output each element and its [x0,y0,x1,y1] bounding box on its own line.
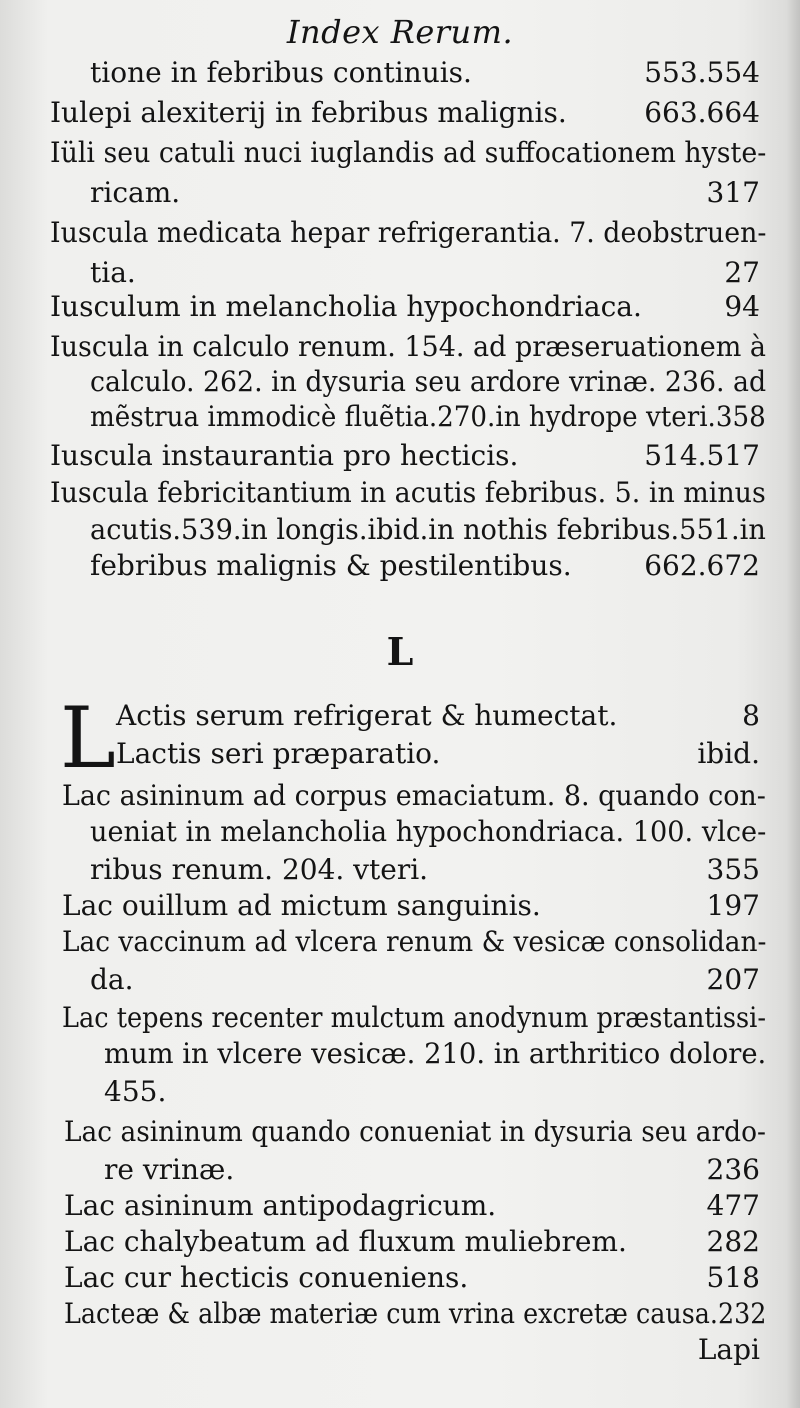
index-entry-text: Lac tepens recenter mulctum anodynum præstantissi- [62,1001,766,1034]
index-line [0,812,800,852]
index-line [0,473,800,513]
section-letter: L [386,629,414,674]
page-reference: 663.664 [644,96,760,129]
index-line [0,776,800,816]
index-entry-text: Lac vaccinum ad vlcera renum & vesicæ consolidan- [62,925,767,958]
page-reference: 477 [706,1189,760,1222]
index-line [0,173,800,213]
index-entry-text: Actis serum refrigerat & humectat. [116,699,618,732]
page-reference: 518 [706,1261,760,1294]
index-line [0,998,800,1038]
index-entry-text: tione in febribus continuis. [90,56,472,89]
index-line [0,1222,800,1262]
index-line [0,1150,800,1190]
index-entry-text: Lac chalybeatum ad fluxum muliebrem. [64,1225,627,1258]
index-entry-text: calculo. 262. in dysuria seu ardore vrinæ. 236. ad [90,365,767,398]
index-line [0,1034,800,1074]
page-reference: 355 [706,853,760,886]
index-line [0,546,800,586]
index-line [0,213,800,253]
index-line [0,1186,800,1226]
index-line [0,53,800,93]
index-line [0,1072,800,1112]
index-line [0,133,800,173]
index-entry-text: febribus malignis & pestilentibus. [90,549,572,582]
page-reference: 197 [706,889,760,922]
page-reference: 662.672 [644,549,760,582]
index-line [0,850,800,890]
index-entry-text: re vrinæ. [104,1153,235,1186]
index-entry-text: ricam. [90,176,181,209]
index-line [0,1258,800,1298]
catchword-line [0,1330,800,1370]
index-line [0,1112,800,1152]
index-entry-text: Iulepi alexiterij in febribus malignis. [50,96,567,129]
running-header: Index Rerum. [286,13,514,51]
index-entry-text: tia. [90,256,136,289]
page-reference: 282 [706,1225,760,1258]
index-entry-text: Lac asininum quando conueniat in dysuria seu ardo- [64,1115,766,1148]
page-reference: 8 [742,699,760,732]
drop-cap: L [60,689,116,787]
page-reference: ibid. [697,737,760,770]
index-line [0,696,800,736]
index-line [0,886,800,926]
page-reference: 207 [706,963,760,996]
index-entry-text: Lac asininum antipodagricum. [64,1189,497,1222]
index-line [0,327,800,367]
index-line [0,93,800,133]
index-entry-text: Lac cur hecticis conueniens. [64,1261,469,1294]
index-entry-text: Iuscula medicata hepar refrigerantia. 7. deobstruen- [50,216,767,249]
catchword: Lapi [697,1333,760,1366]
page-reference: 94 [724,290,760,323]
index-entry-text: ueniat in melancholia hypochondriaca. 100. vlce- [90,815,767,848]
page-reference: 236 [706,1153,760,1186]
index-entry-text: da. [90,963,134,996]
index-line [0,734,800,774]
index-entry-text: Iuscula febricitantium in acutis febribus. 5. in minus [50,476,766,509]
index-line [0,922,800,962]
index-entry-text: Lac asininum ad corpus emaciatum. 8. quando con- [62,779,766,812]
index-line [0,510,800,550]
index-entry-text: Lac ouillum ad mictum sanguinis. [62,889,541,922]
index-entry-text: Lacteæ & albæ materiæ cum vrina excretæ causa.232 [64,1297,767,1330]
page-reference: 514.517 [644,439,760,472]
index-entry-text: Iusculum in melancholia hypochondriaca. [50,290,642,323]
index-entry-text: acutis.539.in longis.ibid.in nothis febribus.551.in [90,513,766,546]
index-line [0,362,800,402]
index-line [0,960,800,1000]
index-entry-text: Iüli seu catuli nuci iuglandis ad suffocationem hyste- [50,136,767,169]
index-line [0,397,800,437]
index-line [0,1294,800,1334]
index-line [0,436,800,476]
index-entry-text: Iuscula in calculo renum. 154. ad præseruationem à [50,330,766,363]
index-entry-text: Iuscula instaurantia pro hecticis. [50,439,519,472]
index-line [0,287,800,327]
page-reference: 27 [724,256,760,289]
page-reference: 553.554 [644,56,760,89]
index-entry-text: mẽstrua immodicè fluẽtia.270.in hydrope vteri.358 [90,400,766,433]
index-entry-text: Lactis seri præparatio. [116,737,441,770]
page-reference: 317 [706,176,760,209]
index-entry-text: 455. [104,1075,167,1108]
index-entry-text: mum in vlcere vesicæ. 210. in arthritico dolore. [104,1037,767,1070]
index-entry-text: ribus renum. 204. vteri. [90,853,429,886]
